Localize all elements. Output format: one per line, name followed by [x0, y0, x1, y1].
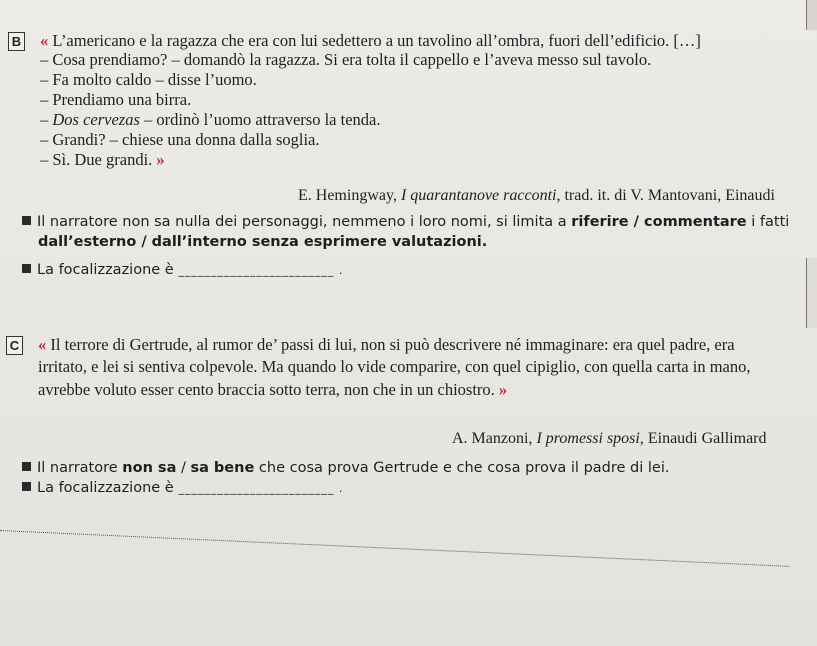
section-c-text-3: avrebbe voluto esser cento braccia sotto terra, non che in un chiostro. — [38, 380, 495, 399]
dotted-divider — [0, 530, 789, 567]
task2-label: La focalizzazione è — [37, 262, 174, 278]
line5-rest: – ordinò l’uomo attraverso la tenda. — [139, 110, 381, 129]
section-c-task-1 — [22, 460, 669, 476]
source-author: E. Hemingway, — [298, 187, 401, 204]
task1-part1: Il narratore non sa nulla dei personaggi, nemmeno i loro nomi, si limita a — [37, 214, 572, 230]
section-b-task-1-line-2: dall’esterno / dall’interno senza esprimere valutazioni. — [38, 234, 488, 250]
section-b-line-5 — [40, 110, 380, 130]
open-quote-icon: « — [38, 335, 47, 354]
section-c-line-3 — [38, 380, 507, 400]
task1-bold-1: non sa — [122, 460, 177, 476]
section-b-source — [298, 187, 775, 205]
task1-part2: i fatti — [746, 214, 790, 230]
fill-in-blank[interactable]: ________________________ . — [178, 264, 344, 277]
source-title: I quarantanove racconti — [400, 187, 557, 204]
section-b-line-3: – Fa molto caldo – disse l’uomo. — [40, 70, 257, 89]
section-c-label: C — [6, 336, 23, 355]
section-b-line-1 — [40, 31, 701, 51]
bullet-icon — [22, 482, 31, 491]
source-author: A. Manzoni, — [452, 430, 537, 447]
page-edge-tab-top — [806, 0, 817, 30]
section-b-line-7 — [40, 150, 165, 170]
section-b-line-4: – Prendiamo una birra. — [40, 90, 192, 109]
section-c-text-1: Il terrore di Gertrude, al rumor de’ passi di lui, non si può descrivere né immaginare: era quel padre, era — [50, 335, 735, 354]
line5-italic: Dos cervezas — [52, 110, 140, 129]
task1-bold-2: sa bene — [190, 460, 255, 476]
source-rest: , trad. it. di V. Mantovani, Einaudi — [556, 187, 775, 204]
section-c-line-2: irritato, e lei si sentiva colpevole. Ma quando lo vide comparire, con quel cipiglio, con quella carta in mano, — [38, 357, 751, 376]
task1-mid: / — [176, 460, 191, 476]
bullet-icon — [22, 462, 31, 471]
section-b-label: B — [8, 32, 25, 51]
bullet-icon — [22, 264, 31, 273]
line7-text: – Sì. Due grandi. — [40, 150, 153, 169]
fill-in-blank[interactable]: ________________________ . — [178, 482, 344, 495]
bullet-icon — [22, 216, 31, 225]
open-quote-icon: « — [40, 31, 49, 50]
page-edge-tab — [806, 258, 817, 328]
task1-part1: Il narratore — [37, 460, 123, 476]
source-title: I promessi sposi — [536, 430, 640, 447]
task2-label: La focalizzazione è — [37, 480, 174, 496]
section-c-task-2 — [22, 480, 343, 496]
section-c-line-1 — [38, 335, 735, 355]
section-b-task-1 — [22, 214, 789, 230]
task1-bold: riferire / commentare — [571, 214, 747, 230]
task1-part2: che cosa prova Gertrude e che cosa prova il padre di lei. — [254, 460, 670, 476]
line5-prefix: – — [40, 110, 53, 129]
section-b-task-2 — [22, 262, 343, 278]
close-quote-icon: » — [156, 150, 165, 169]
source-rest: , Einaudi Gallimard — [639, 430, 767, 447]
section-b-line-2: – Cosa prendiamo? – domandò la ragazza. Si era tolta il cappello e l’aveva messo sul tavolo. — [40, 50, 652, 69]
section-b-text-1: L’americano e la ragazza che era con lui sedettero a un tavolino all’ombra, fuori dell’edificio. […] — [52, 31, 701, 50]
close-quote-icon: » — [498, 380, 508, 399]
section-b-line-6: – Grandi? – chiese una donna dalla soglia. — [40, 130, 320, 149]
section-c-source — [452, 430, 767, 448]
